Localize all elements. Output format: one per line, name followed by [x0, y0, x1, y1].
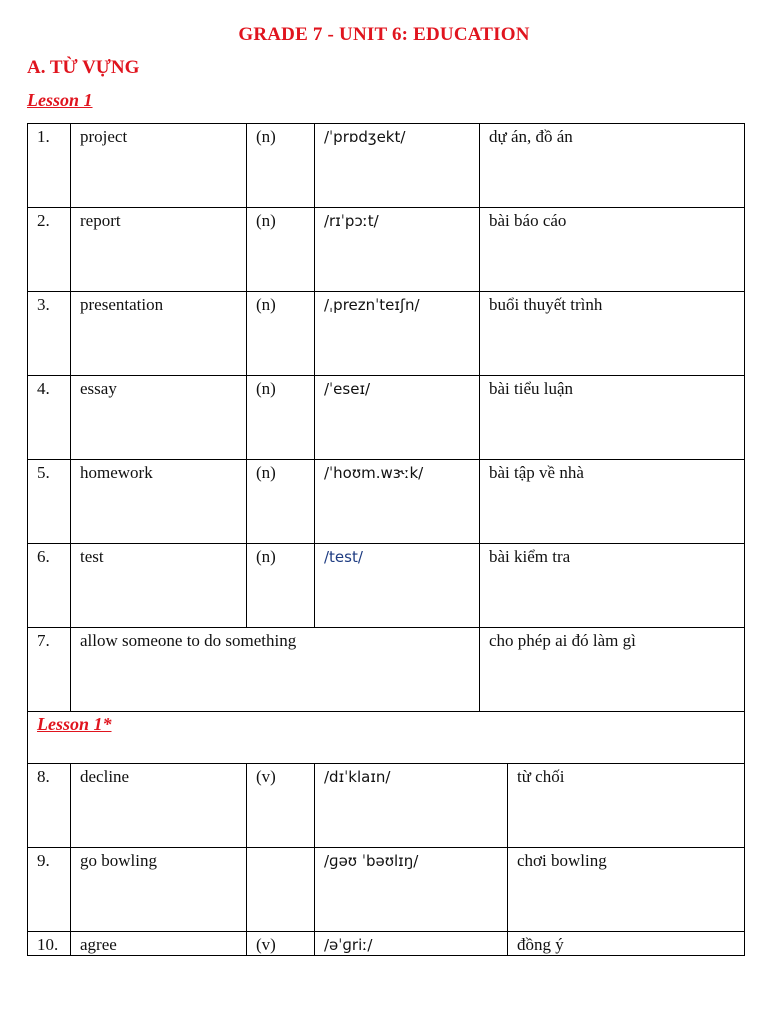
row-number: 3.	[28, 292, 71, 376]
part-of-speech: (n)	[247, 460, 315, 544]
pronunciation: /ˈprɒdʒekt/	[315, 124, 480, 208]
meaning: buổi thuyết trình	[480, 292, 745, 376]
pronunciation: /ɡəʊ ˈbəʊlɪŋ/	[315, 848, 508, 932]
pronunciation: /dɪˈklaɪn/	[315, 764, 508, 848]
pronunciation: /ˈeseɪ/	[315, 376, 480, 460]
lesson-label-cell: Lesson 1*	[28, 712, 745, 764]
part-of-speech: (v)	[247, 932, 315, 956]
vocab-word: decline	[71, 764, 247, 848]
pronunciation: /ˌpreznˈteɪʃn/	[315, 292, 480, 376]
row-number: 2.	[28, 208, 71, 292]
vocab-word: agree	[71, 932, 247, 956]
table-row	[28, 628, 745, 712]
vocab-word: presentation	[71, 292, 247, 376]
table-row	[28, 292, 745, 376]
table-row	[28, 376, 745, 460]
vocab-word: project	[71, 124, 247, 208]
part-of-speech: (v)	[247, 764, 315, 848]
pronunciation: /ˈhoʊm.wɝːk/	[315, 460, 480, 544]
meaning: đồng ý	[508, 932, 745, 956]
row-number: 6.	[28, 544, 71, 628]
table-row	[28, 544, 745, 628]
row-number: 9.	[28, 848, 71, 932]
pronunciation: /əˈɡriː/	[315, 932, 508, 956]
pronunciation: /test/	[315, 544, 480, 628]
row-number: 7.	[28, 628, 71, 712]
part-of-speech: (n)	[247, 124, 315, 208]
section-heading: A. TỪ VỰNG	[27, 57, 140, 78]
row-number: 8.	[28, 764, 71, 848]
lesson-divider-row	[28, 712, 745, 764]
meaning: bài tập về nhà	[480, 460, 745, 544]
table-row	[28, 124, 745, 208]
vocab-word: report	[71, 208, 247, 292]
vocab-word: go bowling	[71, 848, 247, 932]
row-number: 5.	[28, 460, 71, 544]
meaning: bài tiểu luận	[480, 376, 745, 460]
row-number: 1.	[28, 124, 71, 208]
meaning: bài báo cáo	[480, 208, 745, 292]
vocab-word: homework	[71, 460, 247, 544]
part-of-speech: (n)	[247, 292, 315, 376]
vocab-word: test	[71, 544, 247, 628]
meaning: dự án, đồ án	[480, 124, 745, 208]
part-of-speech	[247, 848, 315, 932]
table-row	[28, 764, 745, 848]
part-of-speech: (n)	[247, 376, 315, 460]
part-of-speech: (n)	[247, 208, 315, 292]
vocab-phrase: allow someone to do something	[71, 628, 480, 712]
pronunciation: /rɪˈpɔːt/	[315, 208, 480, 292]
table-row	[28, 208, 745, 292]
vocab-word: essay	[71, 376, 247, 460]
page-title: GRADE 7 - UNIT 6: EDUCATION	[238, 24, 530, 45]
vocabulary-table	[27, 123, 745, 956]
meaning: từ chối	[508, 764, 745, 848]
table-row	[28, 848, 745, 932]
lesson-label: Lesson 1	[27, 90, 93, 110]
table-row	[28, 932, 745, 956]
row-number: 4.	[28, 376, 71, 460]
table-row	[28, 460, 745, 544]
meaning: chơi bowling	[508, 848, 745, 932]
meaning: cho phép ai đó làm gì	[480, 628, 745, 712]
part-of-speech: (n)	[247, 544, 315, 628]
meaning: bài kiểm tra	[480, 544, 745, 628]
row-number: 10.	[28, 932, 71, 956]
